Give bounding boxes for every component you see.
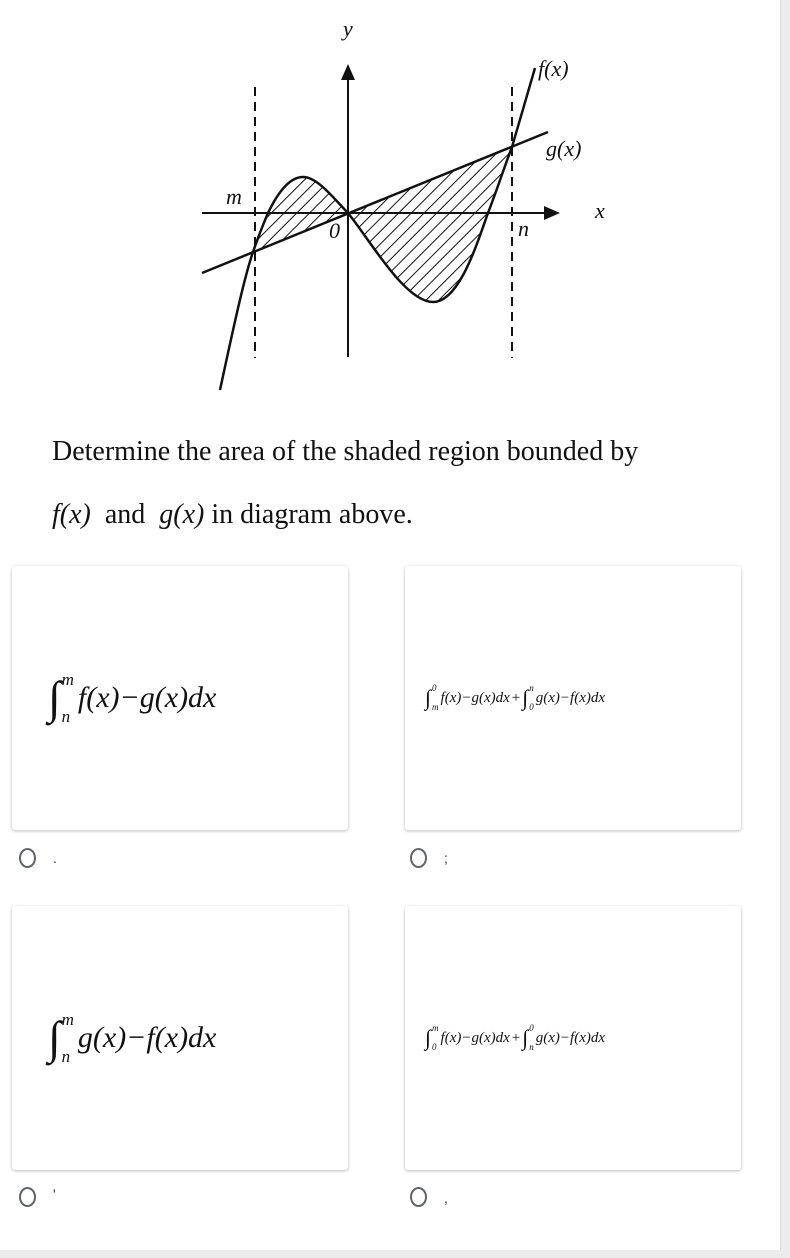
lower-limit: m [432,702,439,712]
option-b-label: ; [444,850,448,866]
option-c-label: ' [53,1186,56,1202]
question-line-1: Determine the area of the shaded region bounded by [52,436,639,467]
integrand: f(x)−g(x)dx [440,690,510,706]
integral-sign: ∫ [425,685,432,710]
integral-limits [529,1024,534,1052]
lower-limit: n [61,707,71,726]
option-card-c[interactable] [12,906,348,1170]
question-g: g(x) [159,499,205,530]
upper-limit: m [61,1010,74,1029]
scrollbar[interactable] [780,0,790,1258]
lower-limit: n [529,1042,534,1052]
upper-limit: m [61,670,74,689]
integrand: g(x)−f(x)dx [77,1021,217,1054]
plus-sign: + [511,1030,521,1046]
question-f: f(x) [52,499,91,530]
option-a-label: . [53,850,57,866]
integral-sign: ∫ [425,1025,432,1050]
option-d-radio[interactable] [410,1187,427,1207]
origin-label: 0 [329,218,340,243]
question-line-2 [52,498,413,532]
integral-sign: ∫ [48,672,61,723]
m-label: m [226,184,242,209]
question-rest: in diagram above. [211,499,413,530]
integral-limits [432,684,439,712]
option-card-d[interactable] [405,906,741,1170]
integral-limits [62,1011,74,1065]
option-b-formula [425,684,605,712]
plus-sign: + [511,690,521,706]
lower-limit: n [61,1047,71,1066]
integrand: f(x)−g(x)dx [440,1030,510,1046]
upper-limit: n [529,683,534,693]
upper-limit: 0 [432,683,437,693]
integral-limits [62,671,74,725]
lower-limit: 0 [432,1042,437,1052]
upper-limit: 0 [529,1023,534,1033]
x-axis-arrow [544,206,560,220]
n-label: n [518,216,529,241]
integrand: g(x)−f(x)dx [535,1030,606,1046]
option-card-b[interactable] [405,566,741,830]
option-b-radio[interactable] [410,848,427,868]
option-a-radio[interactable] [19,848,36,868]
y-axis-arrow [341,64,355,80]
integral-limits [432,1024,439,1052]
integral-limits [529,684,534,712]
f-label: f(x) [538,56,569,81]
y-axis-label: y [343,16,353,41]
option-c-radio[interactable] [19,1187,36,1207]
option-a-formula [48,671,216,725]
integral-sign: ∫ [522,1025,529,1050]
option-c-formula [48,1011,216,1065]
upper-limit: m [432,1023,439,1033]
option-d-label: , [444,1190,448,1206]
integral-sign: ∫ [522,685,529,710]
bottom-border [0,1250,782,1258]
integral-sign: ∫ [48,1012,61,1063]
option-card-a[interactable] [12,566,348,830]
lower-limit: 0 [529,702,534,712]
function-diagram [0,0,790,400]
question-and: and [104,499,146,530]
x-axis-label: x [595,198,605,223]
option-d-formula [425,1024,605,1052]
integrand: g(x)−f(x)dx [535,690,606,706]
integrand: f(x)−g(x)dx [77,681,217,714]
shaded-region-right [348,147,512,302]
g-label: g(x) [546,136,582,161]
